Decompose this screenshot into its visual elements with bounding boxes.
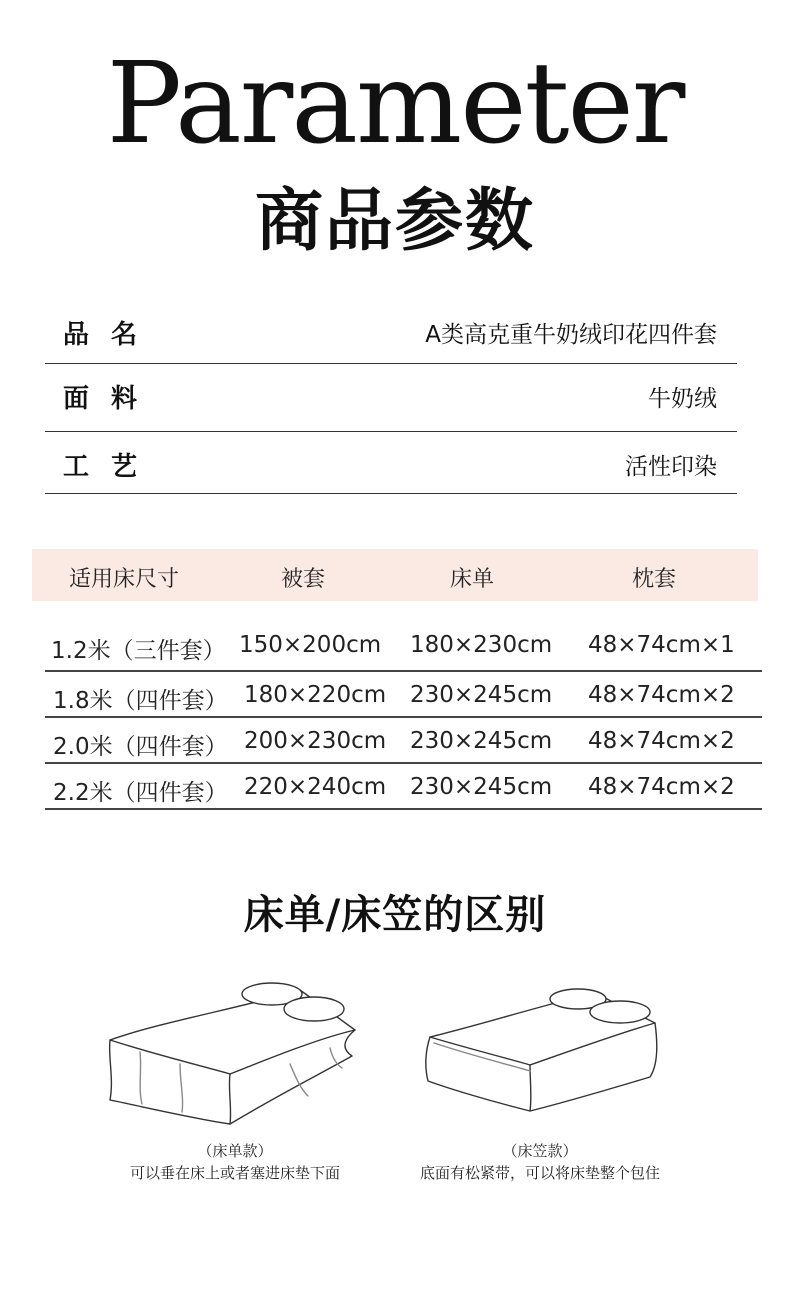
flat-sheet-caption	[90, 1140, 380, 1184]
table-cell: 220×240cm	[244, 774, 387, 800]
flat-sheet-name: （床单款）	[197, 1142, 273, 1160]
title-english: Parameter	[106, 39, 684, 169]
fitted-sheet-illustration	[420, 985, 660, 1115]
comparison-title: 床单/床笠的区别	[243, 892, 547, 938]
spec-value: 活性印染	[625, 454, 717, 480]
spec-row	[45, 432, 737, 494]
table-row	[45, 764, 762, 810]
fitted-sheet-desc: 底面有松紧带，可以将床垫整个包住	[419, 1164, 660, 1182]
spec-value: 牛奶绒	[648, 386, 717, 412]
title-chinese: 商品参数	[254, 182, 535, 261]
column-header: 被套	[281, 567, 326, 592]
table-cell: 230×245cm	[410, 682, 553, 708]
fitted-sheet-caption	[395, 1140, 685, 1184]
table-cell: 1.8米（四件套）	[53, 688, 228, 714]
spec-label: 面料	[63, 384, 160, 414]
table-cell: 48×74cm×1	[588, 632, 735, 658]
column-header: 枕套	[632, 567, 677, 592]
spec-label: 工艺	[63, 452, 160, 482]
spec-table	[45, 300, 737, 494]
spec-row	[45, 364, 737, 432]
column-header: 适用床尺寸	[69, 567, 180, 592]
flat-sheet-desc: 可以垂在床上或者塞进床垫下面	[129, 1164, 340, 1182]
table-cell: 230×245cm	[410, 774, 553, 800]
flat-sheet-illustration	[100, 978, 370, 1128]
table-cell: 48×74cm×2	[588, 682, 735, 708]
size-table-body	[45, 620, 762, 810]
column-header: 床单	[450, 567, 495, 592]
table-cell: 1.2米（三件套）	[51, 638, 226, 664]
size-table-header	[32, 549, 758, 601]
table-cell: 200×230cm	[244, 728, 387, 754]
table-cell: 2.0米（四件套）	[53, 734, 228, 760]
table-cell: 48×74cm×2	[588, 728, 735, 754]
table-row	[45, 620, 762, 672]
table-row	[45, 718, 762, 764]
table-cell: 180×230cm	[410, 632, 553, 658]
table-cell: 180×220cm	[244, 682, 387, 708]
table-cell: 2.2米（四件套）	[53, 780, 228, 806]
spec-label: 品名	[63, 320, 160, 350]
fitted-sheet-name: （床笠款）	[502, 1142, 578, 1160]
table-row	[45, 672, 762, 718]
spec-value: A类高克重牛奶绒印花四件套	[425, 322, 717, 348]
spec-row	[45, 300, 737, 364]
table-cell: 150×200cm	[239, 632, 382, 658]
table-cell: 230×245cm	[410, 728, 553, 754]
table-cell: 48×74cm×2	[588, 774, 735, 800]
